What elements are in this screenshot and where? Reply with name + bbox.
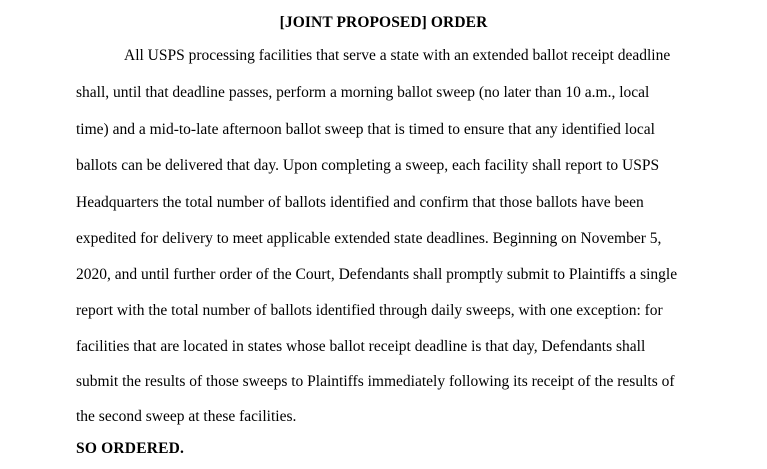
paragraph-line: expedited for delivery to meet applicable extended state deadlines. Beginning on November 5, [76,230,662,247]
paragraph-line: 2020, and until further order of the Court, Defendants shall promptly submit to Plaintiffs a single [76,266,678,283]
paragraph-line: facilities that are located in states whose ballot receipt deadline is that day, Defendants shall [76,338,646,355]
paragraph-line: shall, until that deadline passes, perform a morning ballot sweep (no later than 10 a.m., local [76,84,650,101]
document-title: [JOINT PROPOSED] ORDER [279,14,488,31]
paragraph-line: ballots can be delivered that day. Upon completing a sweep, each facility shall report to USPS [76,157,660,174]
paragraph-line: Headquarters the total number of ballots identified and confirm that those ballots have been [76,194,644,211]
paragraph-line: report with the total number of ballots identified through daily sweeps, with one exception: for [76,302,663,319]
paragraph-line: the second sweep at these facilities. [76,408,297,425]
paragraph-line: submit the results of those sweeps to Plaintiffs immediately following its receipt of the results of [76,373,675,390]
paragraph-line: All USPS processing facilities that serve a state with an extended ballot receipt deadline [124,47,671,64]
paragraph-line: time) and a mid-to-late afternoon ballot sweep that is timed to ensure that any identified local [76,121,655,138]
so-ordered-text: SO ORDERED. [76,440,185,457]
